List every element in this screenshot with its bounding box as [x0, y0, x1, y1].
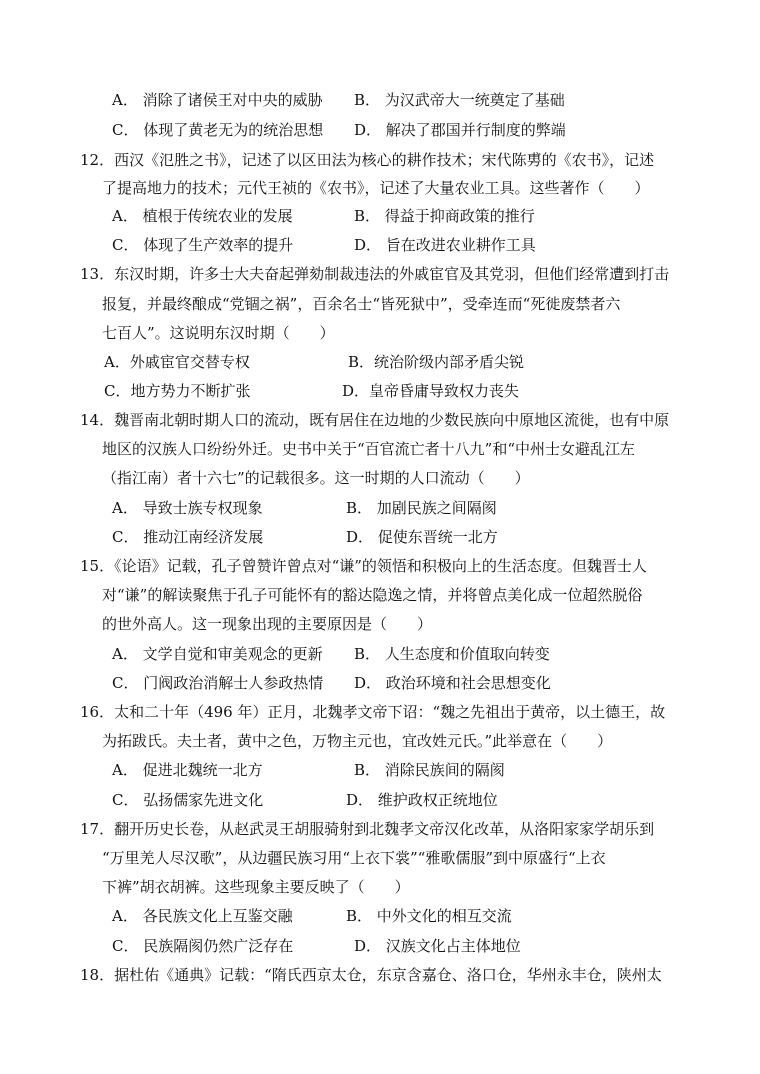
q11-options-row-1 [0, 90, 760, 110]
q13-stem-line-3: 七百人”。这说明东汉时期（ ） [102, 324, 335, 342]
q12-stem-line-1: 12．西汉《氾胜之书》，记述了以区田法为核心的耕作技术；宋代陈旉的《农书》，记述 [80, 151, 655, 169]
q13-option-d[interactable]: D．皇帝昏庸导致权力丧失 [342, 382, 520, 400]
q13-option-a[interactable]: A．外戚宦官交替专权 [104, 353, 250, 371]
q15-stem-line-2: 对“谦”的解读聚焦于孔子可能怀有的豁达隐逸之情，并将曾点美化成一位超然脱俗 [102, 586, 643, 604]
q15-option-d[interactable]: D． 政治环境和社会思想变化 [354, 674, 551, 692]
q18-stem-line-1: 18．据杜佑《通典》记载：“隋氏西京太仓，东京含嘉仓、洛口仓，华州永丰仓，陕州太 [80, 966, 662, 984]
q17-options-row-1 [0, 906, 760, 926]
q16-options-row-1 [0, 760, 760, 780]
q11-option-c[interactable]: C． 体现了黄老无为的统治思想 [112, 121, 324, 139]
q13-options-row-2 [0, 381, 760, 401]
q14-option-a[interactable]: A． 导致士族专权现象 [112, 499, 263, 517]
q13-option-c[interactable]: C．地方势力不断扩张 [104, 382, 251, 400]
q17-option-c[interactable]: C． 民族隔阂仍然广泛存在 [112, 937, 294, 955]
q16-option-d[interactable]: D． 维护政权正统地位 [346, 791, 498, 809]
q16-option-a[interactable]: A． 促进北魏统一北方 [112, 761, 263, 779]
q17-option-b[interactable]: B． 中外文化的相互交流 [346, 907, 512, 925]
q12-option-a[interactable]: A． 植根于传统农业的发展 [112, 207, 293, 225]
q11-option-d[interactable]: D． 解决了郡国并行制度的弊端 [354, 121, 566, 139]
q11-option-b[interactable]: B． 为汉武帝大一统奠定了基础 [354, 91, 565, 109]
q12-stem-line-2: 了提高地力的技术；元代王祯的《农书》，记述了大量农业工具。这些著作（ ） [102, 179, 650, 197]
q17-option-a[interactable]: A． 各民族文化上互鉴交融 [112, 907, 293, 925]
q17-stem-line-1: 17．翻开历史长卷，从赵武灵王胡服骑射到北魏孝文帝汉化改革，从洛阳家家学胡乐到 [80, 820, 655, 838]
q12-option-d[interactable]: D． 旨在改进农业耕作工具 [354, 236, 536, 254]
q14-options-row-1 [0, 498, 760, 518]
q13-options-row-1 [0, 352, 760, 372]
q17-options-row-2 [0, 936, 760, 956]
q13-option-b[interactable]: B．统治阶级内部矛盾尖锐 [348, 353, 525, 371]
q14-option-d[interactable]: D． 促使东晋统一北方 [346, 528, 498, 546]
q14-option-c[interactable]: C． 推动江南经济发展 [112, 528, 264, 546]
q16-stem-line-2: 为拓跋氏。夫土者，黄中之色，万物主元也，宜改姓元氏。”此举意在（ ） [102, 732, 613, 750]
q16-option-c[interactable]: C． 弘扬儒家先进文化 [112, 791, 264, 809]
q11-options-row-2 [0, 120, 760, 140]
q11-option-a[interactable]: A． 消除了诸侯王对中央的威胁 [112, 91, 323, 109]
q17-stem-line-3: 下裤”胡衣胡裤。这些现象主要反映了（ ） [102, 878, 410, 896]
q13-stem-line-2: 报复，并最终酿成“党锢之祸”，百余名士“皆死狱中”，受牵连而“死徙废禁者六 [102, 295, 621, 313]
q15-stem-line-1: 15．《论语》记载，孔子曾赞许曾点对“谦”的领悟和积极向上的生活态度。但魏晋士人 [80, 557, 647, 575]
q16-stem-line-1: 16．太和二十年（496 年）正月，北魏孝文帝下诏：“魏之先祖出于黄帝，以土德王，故 [80, 703, 666, 721]
q12-options-row-1 [0, 206, 760, 226]
q14-options-row-2 [0, 527, 760, 547]
q16-options-row-2 [0, 790, 760, 810]
q14-stem-line-1: 14．魏晋南北朝时期人口的流动，既有居住在边地的少数民族向中原地区流徙，也有中原 [80, 411, 670, 429]
q13-stem-line-1: 13．东汉时期，许多士大夫奋起弹劾制裁违法的外戚宦官及其党羽，但他们经常遭到打击 [80, 265, 670, 283]
q14-stem-line-3: （指江南）者十六七”的记载很多。这一时期的人口流动（ ） [102, 469, 530, 487]
q15-option-b[interactable]: B． 人生态度和价值取向转变 [354, 645, 550, 663]
q15-option-a[interactable]: A． 文学自觉和审美观念的更新 [112, 645, 323, 663]
q17-stem-line-2: “万里羌人尽汉歌”，从边疆民族习用“上衣下裳”“雅歌儒服”到中原盛行“上衣 [102, 849, 606, 867]
q15-options-row-1 [0, 644, 760, 664]
q12-options-row-2 [0, 235, 760, 255]
q15-options-row-2 [0, 673, 760, 693]
q14-stem-line-2: 地区的汉族人口纷纷外迁。史书中关于“百官流亡者十八九”和“中州士女避乱江左 [102, 440, 636, 458]
q14-option-b[interactable]: B． 加剧民族之间隔阂 [346, 499, 497, 517]
q17-option-d[interactable]: D． 汉族文化占主体地位 [354, 937, 521, 955]
q15-stem-line-3: 的世外高人。这一现象出现的主要原因是（ ） [102, 615, 433, 633]
q12-option-b[interactable]: B． 得益于抑商政策的推行 [354, 207, 535, 225]
q12-option-c[interactable]: C． 体现了生产效率的提升 [112, 236, 294, 254]
q15-option-c[interactable]: C． 门阀政治消解士人参政热情 [112, 674, 324, 692]
q16-option-b[interactable]: B． 消除民族间的隔阂 [354, 761, 505, 779]
